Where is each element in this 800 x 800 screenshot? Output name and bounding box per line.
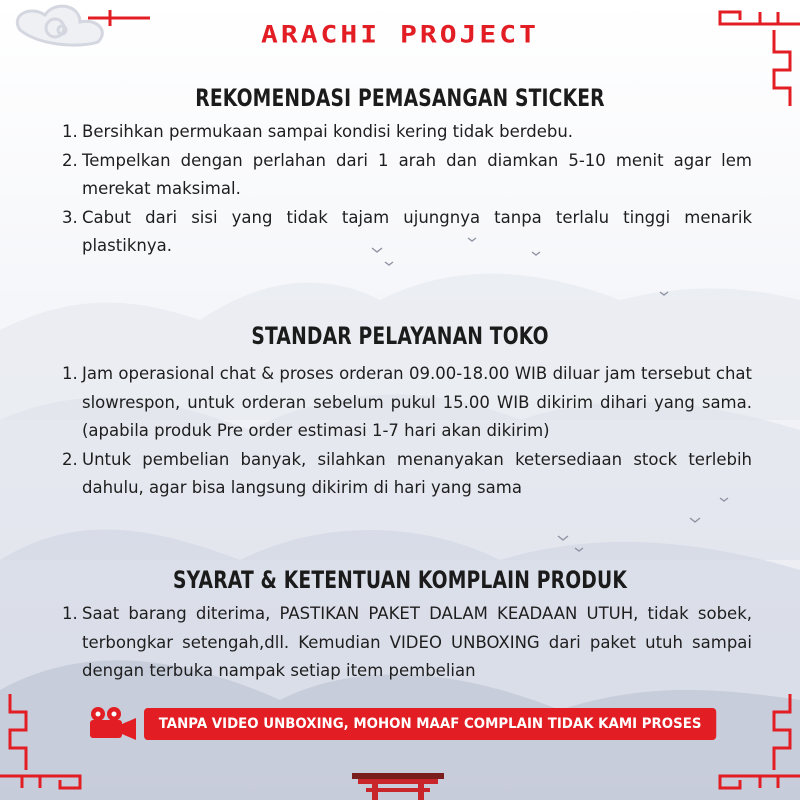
sticker-list bbox=[62, 118, 752, 261]
list-text: Saat barang diterima, PASTIKAN PAKET DALAM KEADAAN UTUH, tidak sobek, terbongkar setengah,dll. Kemudian VIDEO UNBOXING dari paket utuh sampai dengan terbuka nampak setiap item pembelian bbox=[82, 604, 752, 680]
list-text: Cabut dari sisi yang tidak tajam ujungnya tanpa terlalu tinggi menarik plastiknya. bbox=[82, 207, 752, 255]
section-title-sticker: REKOMENDASI PEMASANGAN STICKER bbox=[195, 84, 605, 112]
list-number: 2. bbox=[62, 449, 78, 469]
list-number: 2. bbox=[62, 150, 78, 170]
list-item bbox=[62, 204, 752, 261]
list-item bbox=[62, 147, 752, 204]
brand-title: ARACHI PROJECT bbox=[260, 20, 539, 49]
list-item bbox=[62, 360, 752, 446]
section-title-complaint: SYARAT & KETENTUAN KOMPLAIN PRODUK bbox=[172, 566, 627, 594]
warning-text: TANPA VIDEO UNBOXING, MOHON MAAF COMPLAIN TIDAK KAMI PROSES bbox=[144, 708, 716, 740]
list-text: Bersihkan permukaan sampai kondisi kering tidak berdebu. bbox=[82, 122, 574, 141]
video-camera-icon bbox=[86, 706, 138, 742]
list-text: Tempelkan dengan perlahan dari 1 arah dan diamkan 5-10 menit agar lem merekat maksimal. bbox=[82, 150, 752, 198]
list-number: 1. bbox=[62, 122, 78, 141]
list-number: 1. bbox=[62, 604, 78, 623]
list-item bbox=[62, 446, 752, 503]
list-item bbox=[62, 600, 752, 686]
section-title-service: STANDAR PELAYANAN TOKO bbox=[251, 322, 549, 350]
list-text: Untuk pembelian banyak, silahkan menanyakan ketersediaan stock terlebih dahulu, agar bisa langsung dikirim di hari yang sama bbox=[82, 449, 752, 497]
list-number: 1. bbox=[62, 364, 78, 383]
warning-banner bbox=[86, 706, 766, 742]
complaint-list bbox=[62, 600, 752, 686]
list-item bbox=[62, 118, 752, 147]
list-text: Jam operasional chat & proses orderan 09.00-18.00 WIB diluar jam tersebut chat slowrespon, untuk orderan sebelum pukul 15.00 WIB dikirim dihari yang sama. (apabila produk Pre order estimasi 1-7 hari akan dikirim) bbox=[82, 364, 752, 440]
service-list bbox=[62, 360, 752, 503]
list-number: 3. bbox=[62, 207, 78, 227]
